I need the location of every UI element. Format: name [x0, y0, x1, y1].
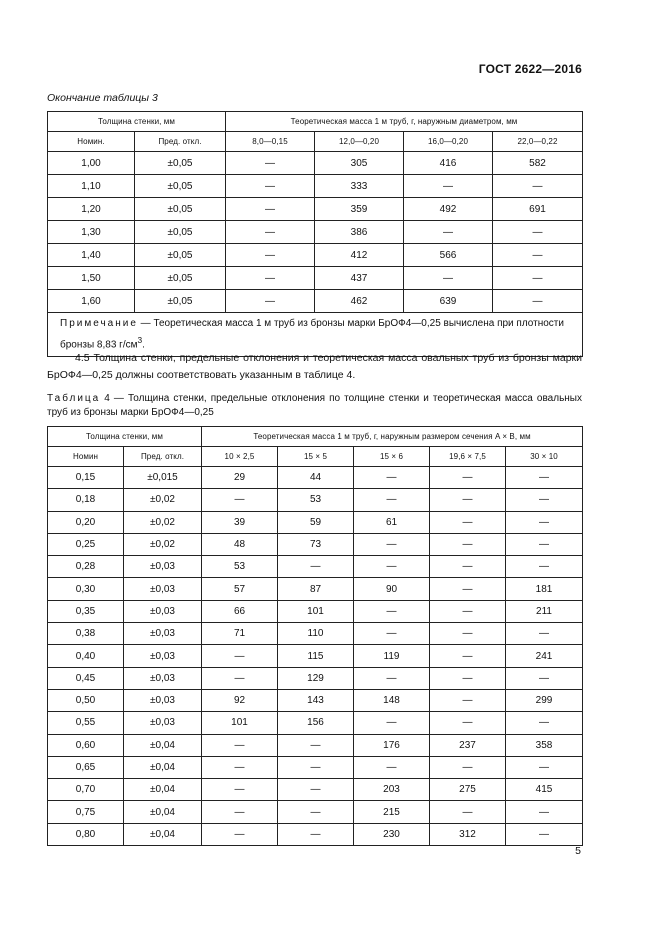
table-cell: 359 [315, 198, 404, 221]
table-row [48, 779, 583, 801]
table-cell: 582 [493, 152, 583, 175]
table-row [48, 467, 583, 489]
table-cell: 90 [354, 578, 430, 600]
table-cell: ±0,03 [124, 623, 202, 645]
table-cell: 0,20 [48, 511, 124, 533]
table-cell: — [430, 600, 506, 622]
table-cell: 101 [202, 712, 278, 734]
table-cell: ±0,05 [135, 152, 226, 175]
table-row [48, 734, 583, 756]
table-cell: — [430, 556, 506, 578]
table-4 [47, 426, 583, 846]
table-cell: 333 [315, 175, 404, 198]
table4-sub-nominal: Номин [48, 447, 124, 467]
table-cell: ±0,02 [124, 533, 202, 555]
table-cell: 57 [202, 578, 278, 600]
table-cell: 66 [202, 600, 278, 622]
table-cell: — [354, 467, 430, 489]
table-cell: 0,80 [48, 823, 124, 845]
table-cell: 492 [404, 198, 493, 221]
table-cell: — [430, 801, 506, 823]
table-cell: 415 [506, 779, 583, 801]
table-row [48, 756, 583, 778]
paragraph-4-5: 4.5 Толщина стенки, предельные отклонения и теоретическая масса овальных труб из бронзы марки БрОФ4—0,25 должны соответствовать указанным в таблице 4. [47, 352, 582, 381]
table-cell: — [430, 489, 506, 511]
table3-sub-tolerance: Пред. откл. [135, 132, 226, 152]
table-cell: ±0,03 [124, 556, 202, 578]
table-cell: 87 [278, 578, 354, 600]
table-cell: ±0,03 [124, 689, 202, 711]
table-cell: ±0,05 [135, 267, 226, 290]
table-cell: — [278, 556, 354, 578]
table-cell: ±0,05 [135, 244, 226, 267]
table-cell: ±0,04 [124, 823, 202, 845]
table-cell: 53 [278, 489, 354, 511]
table-cell: ±0,03 [124, 578, 202, 600]
table3-diameter-header: 8,0—0,15 [226, 132, 315, 152]
table-cell: — [430, 578, 506, 600]
table-cell: — [354, 712, 430, 734]
table-cell: 0,15 [48, 467, 124, 489]
table-cell: — [278, 734, 354, 756]
table-cell: ±0,05 [135, 175, 226, 198]
table-cell: — [493, 221, 583, 244]
table-cell: 299 [506, 689, 583, 711]
table-cell: 230 [354, 823, 430, 845]
table-cell: 241 [506, 645, 583, 667]
table-cell: — [202, 734, 278, 756]
table-cell: 176 [354, 734, 430, 756]
table-cell: — [506, 467, 583, 489]
table-cell: — [430, 623, 506, 645]
table-row [48, 556, 583, 578]
table-cell: ±0,05 [135, 290, 226, 313]
table-cell: — [278, 823, 354, 845]
table-cell: — [493, 244, 583, 267]
table-cell: 0,45 [48, 667, 124, 689]
table-cell: — [404, 267, 493, 290]
table-cell: 358 [506, 734, 583, 756]
table-cell: 0,40 [48, 645, 124, 667]
table-cell: — [506, 511, 583, 533]
table-cell: — [226, 198, 315, 221]
table-row [48, 667, 583, 689]
table-row [48, 290, 583, 313]
table-cell: — [493, 290, 583, 313]
table-cell: — [506, 801, 583, 823]
table-cell: ±0,03 [124, 712, 202, 734]
table-cell: 275 [430, 779, 506, 801]
standard-code: ГОСТ 2622—2016 [478, 62, 582, 76]
table-cell: 59 [278, 511, 354, 533]
table4-caption-label: Таблица [47, 393, 101, 404]
table-cell: 211 [506, 600, 583, 622]
table3-diameter-header: 16,0—0,20 [404, 132, 493, 152]
table-row [48, 823, 583, 845]
table-cell: — [278, 779, 354, 801]
table-row [48, 152, 583, 175]
table-cell: 0,30 [48, 578, 124, 600]
table4-caption [47, 392, 582, 420]
table-cell: — [506, 667, 583, 689]
table4-head-wall: Толщина стенки, мм [48, 427, 202, 447]
table-cell: 386 [315, 221, 404, 244]
table-cell: 416 [404, 152, 493, 175]
table-cell: — [430, 712, 506, 734]
table-cell: — [430, 533, 506, 555]
table-cell: — [506, 623, 583, 645]
table-cell: 148 [354, 689, 430, 711]
table4-size-header: 15 × 6 [354, 447, 430, 467]
note-label: Примечание [60, 318, 138, 329]
table-cell: 48 [202, 533, 278, 555]
table-cell: — [202, 801, 278, 823]
table-cell: — [430, 689, 506, 711]
table4-head-mass: Теоретическая масса 1 м труб, г, наружным размером сечения A × B, мм [202, 427, 583, 447]
table-cell: — [506, 823, 583, 845]
table-cell: — [226, 267, 315, 290]
table-cell: ±0,04 [124, 734, 202, 756]
table-cell: 1,00 [48, 152, 135, 175]
table-cell: 0,18 [48, 489, 124, 511]
table-cell: — [278, 801, 354, 823]
table3-head-mass: Теоретическая масса 1 м труб, г, наружным диаметром, мм [226, 112, 583, 132]
table-row [48, 198, 583, 221]
table-row [48, 801, 583, 823]
table-cell: — [354, 556, 430, 578]
table3-head-wall: Толщина стенки, мм [48, 112, 226, 132]
note-text: — Теоретическая масса 1 м труб из бронзы марки БрОФ4—0,25 вычислена при плотности бронзы 8,83 г/см [60, 318, 564, 351]
table-cell: — [202, 779, 278, 801]
table-cell: — [354, 600, 430, 622]
table-row [48, 600, 583, 622]
table-cell: — [278, 756, 354, 778]
table-cell: 437 [315, 267, 404, 290]
table3-continuation-caption: Окончание таблицы 3 [47, 92, 158, 104]
page-number: 5 [575, 845, 581, 857]
table-cell: — [226, 244, 315, 267]
table-cell: 0,55 [48, 712, 124, 734]
table-cell: 0,65 [48, 756, 124, 778]
table-cell: 0,38 [48, 623, 124, 645]
table-cell: 312 [430, 823, 506, 845]
table-cell: 61 [354, 511, 430, 533]
table-cell: — [506, 756, 583, 778]
table-cell: 119 [354, 645, 430, 667]
table-cell: — [430, 645, 506, 667]
table-cell: ±0,05 [135, 198, 226, 221]
table-cell: ±0,04 [124, 779, 202, 801]
table-cell: 1,10 [48, 175, 135, 198]
table-cell: 412 [315, 244, 404, 267]
table-cell: — [430, 667, 506, 689]
table4-size-header: 19,6 × 7,5 [430, 447, 506, 467]
table-cell: 203 [354, 779, 430, 801]
table-cell: — [506, 489, 583, 511]
table-cell: — [493, 175, 583, 198]
table-row [48, 267, 583, 290]
table-cell: — [354, 623, 430, 645]
table-3 [47, 111, 583, 357]
table-cell: 143 [278, 689, 354, 711]
table-cell: 181 [506, 578, 583, 600]
table4-caption-text: 4 — Толщина стенки, предельные отклонения по толщине стенки и теоретическая масса овальных труб из бронзы марки БрОФ4—0,25 [47, 393, 582, 418]
table-cell: — [404, 221, 493, 244]
table-cell: 110 [278, 623, 354, 645]
table3-diameter-header: 22,0—0,22 [493, 132, 583, 152]
table3-diameter-header: 12,0—0,20 [315, 132, 404, 152]
table-row [48, 689, 583, 711]
table-cell: — [404, 175, 493, 198]
table-cell: ±0,02 [124, 511, 202, 533]
table-cell: 44 [278, 467, 354, 489]
table-cell: 0,25 [48, 533, 124, 555]
table-cell: ±0,03 [124, 667, 202, 689]
table-cell: — [202, 489, 278, 511]
table-row [48, 244, 583, 267]
table-cell: — [202, 645, 278, 667]
table-cell: 0,28 [48, 556, 124, 578]
table-cell: 1,50 [48, 267, 135, 290]
table-cell: 462 [315, 290, 404, 313]
table-cell: — [354, 756, 430, 778]
table-cell: — [202, 667, 278, 689]
table-cell: 1,60 [48, 290, 135, 313]
table-cell: ±0,04 [124, 756, 202, 778]
table-cell: 1,30 [48, 221, 135, 244]
table-cell: — [354, 667, 430, 689]
table-cell: ±0,015 [124, 467, 202, 489]
table-cell: 39 [202, 511, 278, 533]
table-cell: — [430, 511, 506, 533]
table-row [48, 489, 583, 511]
table-cell: 129 [278, 667, 354, 689]
table-cell: 639 [404, 290, 493, 313]
table-cell: — [354, 489, 430, 511]
table-cell: ±0,03 [124, 600, 202, 622]
table-cell: — [430, 467, 506, 489]
table-row [48, 578, 583, 600]
table-cell: — [506, 712, 583, 734]
table4-size-header: 15 × 5 [278, 447, 354, 467]
table-cell: 92 [202, 689, 278, 711]
table-cell: 0,60 [48, 734, 124, 756]
table-cell: 29 [202, 467, 278, 489]
table-cell: — [202, 823, 278, 845]
table-cell: — [354, 533, 430, 555]
table-cell: — [226, 221, 315, 244]
table-cell: ±0,03 [124, 645, 202, 667]
table-cell: — [430, 756, 506, 778]
table-cell: 215 [354, 801, 430, 823]
table-cell: 305 [315, 152, 404, 175]
table-row [48, 221, 583, 244]
table-row [48, 175, 583, 198]
table-cell: — [226, 290, 315, 313]
table4-sub-tolerance: Пред. откл. [124, 447, 202, 467]
table-cell: ±0,04 [124, 801, 202, 823]
table-cell: 73 [278, 533, 354, 555]
table-cell: 0,35 [48, 600, 124, 622]
table-cell: 566 [404, 244, 493, 267]
table-cell: 691 [493, 198, 583, 221]
table-cell: — [226, 175, 315, 198]
table-cell: — [506, 533, 583, 555]
table-cell: 101 [278, 600, 354, 622]
table-cell: 0,70 [48, 779, 124, 801]
table-cell: 0,50 [48, 689, 124, 711]
table-cell: — [493, 267, 583, 290]
table-cell: 115 [278, 645, 354, 667]
table-cell: ±0,05 [135, 221, 226, 244]
table-cell: 1,40 [48, 244, 135, 267]
table-cell: — [506, 556, 583, 578]
table3-sub-nominal: Номин. [48, 132, 135, 152]
table-cell: 237 [430, 734, 506, 756]
table4-size-header: 30 × 10 [506, 447, 583, 467]
table-cell: — [202, 756, 278, 778]
table-row [48, 645, 583, 667]
table-cell: 71 [202, 623, 278, 645]
note-end: . [142, 339, 145, 351]
table-cell: 156 [278, 712, 354, 734]
note-superscript: 3 [137, 335, 143, 345]
table-row [48, 623, 583, 645]
table-row [48, 511, 583, 533]
table-row [48, 533, 583, 555]
table-cell: 53 [202, 556, 278, 578]
table-cell: 1,20 [48, 198, 135, 221]
table-row [48, 712, 583, 734]
table-cell: — [226, 152, 315, 175]
table-cell: ±0,02 [124, 489, 202, 511]
table-cell: 0,75 [48, 801, 124, 823]
table4-size-header: 10 × 2,5 [202, 447, 278, 467]
